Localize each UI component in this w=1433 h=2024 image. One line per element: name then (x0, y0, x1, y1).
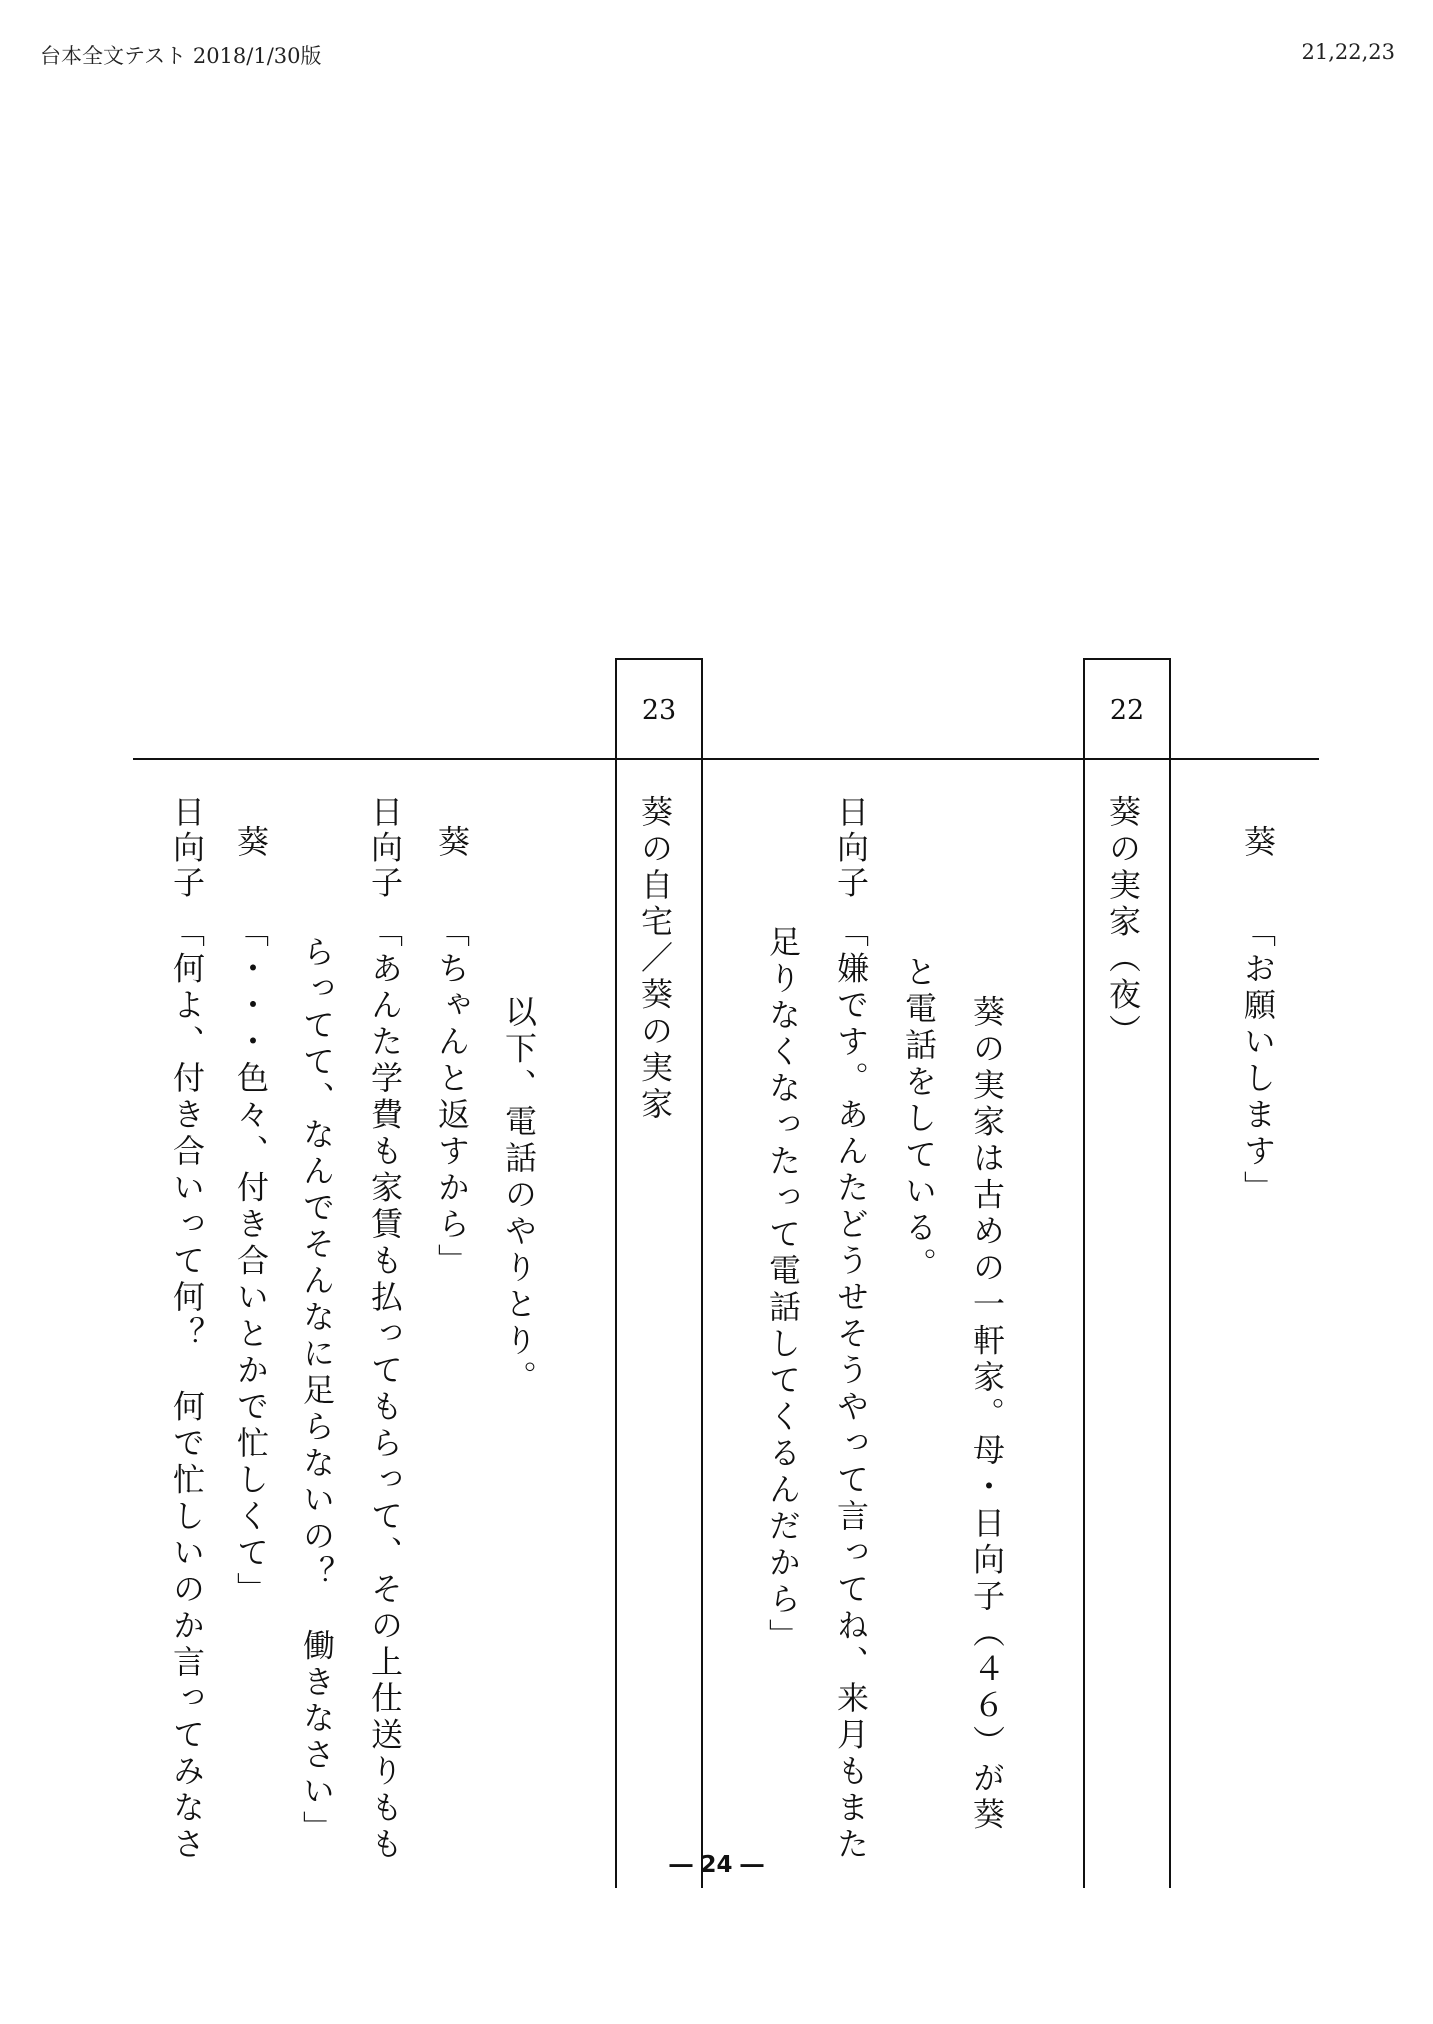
scene-heading-22: 葵の実家（夜） (1104, 795, 1142, 1051)
stage-direction: 以下、電話のやりとり。 (500, 995, 538, 1397)
dialogue-line: 「嫌です。あんたどうせそうやって言ってね、来月もまた (832, 915, 870, 1864)
scene-heading-23: 葵の自宅／葵の実家 (636, 795, 674, 1124)
dialogue-line: 「何よ、付き合いって何？ 何で忙しいのか言ってみなさ (168, 915, 206, 1864)
speaker-hinako: 日向子 (366, 795, 404, 901)
speaker-aoi: 葵 (1239, 825, 1277, 861)
stage-direction: 葵の実家は古めの一軒家。母・日向子（４６）が葵 (968, 995, 1006, 1835)
dialogue-line: 「ちゃんと返すから」 (433, 915, 471, 1280)
speaker-aoi: 葵 (232, 825, 270, 861)
scene-number-22: 22 (1109, 695, 1145, 726)
dialogue-line: 「あんた学費も家賃も払ってもらって、その上仕送りもも (366, 915, 404, 1864)
header-title: 台本全文テスト 2018/1/30版 (40, 44, 322, 68)
speaker-hinako: 日向子 (832, 795, 870, 901)
scene-number-23: 23 (641, 695, 677, 726)
page-number: ― 24 ― (669, 1852, 764, 1878)
dialogue-line: 「・・・色々、付き合いとかで忙しくて」 (232, 915, 270, 1609)
dialogue-line: 足りなくなったって電話してくるんだから」 (764, 925, 802, 1655)
speaker-aoi: 葵 (433, 825, 471, 861)
dialogue-line: 「お願いします」 (1239, 915, 1277, 1207)
header-scene-range: 21,22,23 (1301, 40, 1395, 64)
speaker-hinako: 日向子 (168, 795, 206, 901)
dialogue-line: らってて、なんでそんなに足らないの？ 働きなさい」 (298, 935, 336, 1847)
stage-direction: と電話をしている。 (900, 955, 938, 1284)
